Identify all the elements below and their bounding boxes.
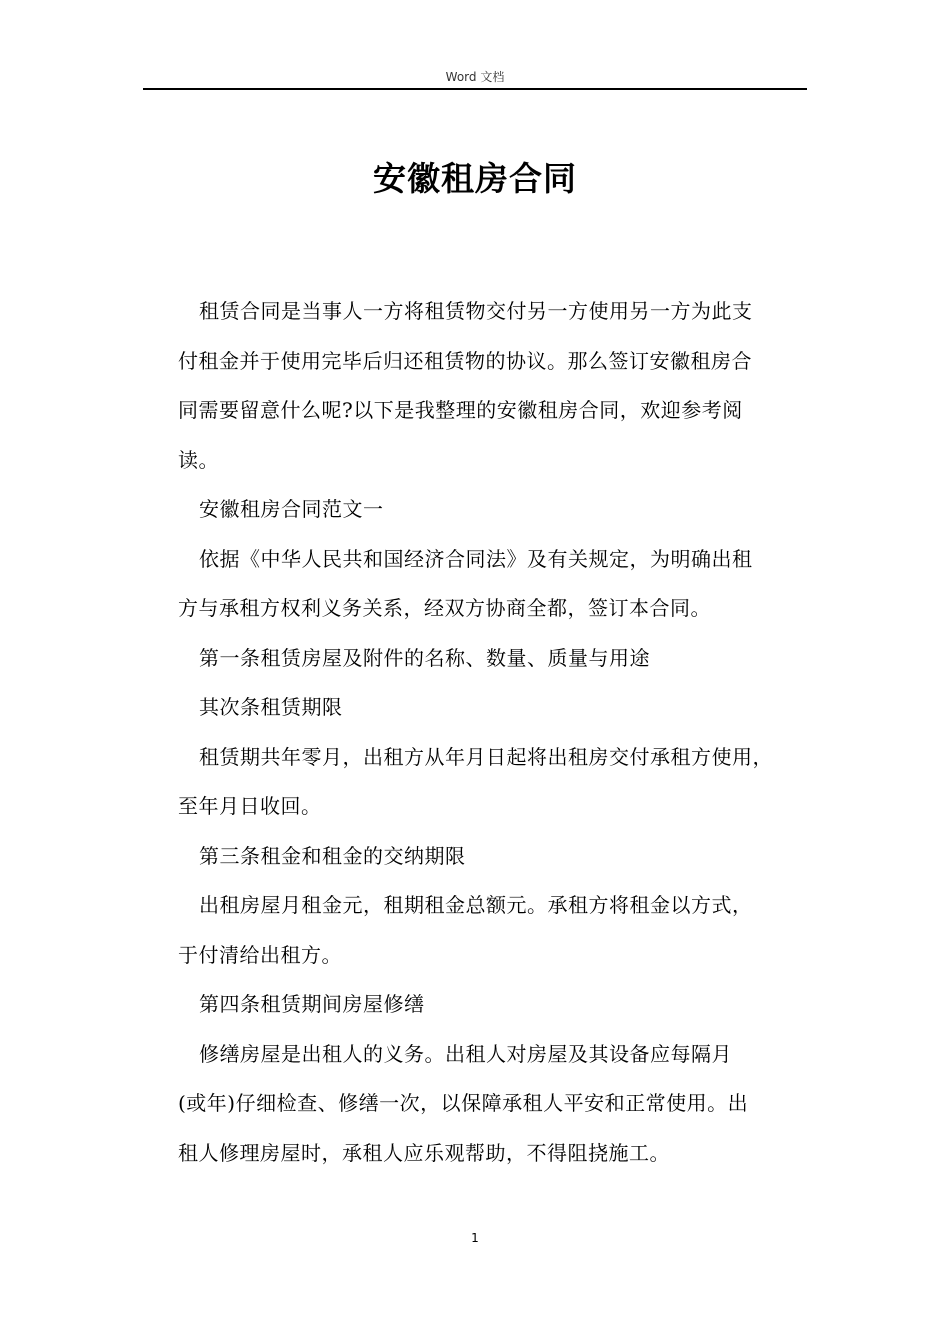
paragraph-line: 于付清给出租方。 [178,942,342,967]
article-heading [178,832,818,882]
page-number: 1 [471,1231,479,1245]
paragraph-line: 租赁合同是当事人一方将租赁物交付另一方使用另一方为此支 [199,299,753,323]
paragraph-line: 付租金并于使用完毕后归还租赁物的协议。那么签订安徽租房合 [178,348,752,373]
article-body [178,1030,818,1179]
paragraph-line: 安徽租房合同范文一 [199,497,384,521]
document-body [178,287,818,1178]
paragraph-line: 第一条租赁房屋及附件的名称、数量、质量与用途 [199,645,650,670]
paragraph-line: 租人修理房屋时，承租人应乐观帮助，不得阻挠施工。 [178,1140,670,1165]
article-body [178,733,818,832]
article-body [178,881,818,980]
paragraph-line: 方与承租方权利义务关系，经双方协商全都，签订本合同。 [178,596,711,620]
article-heading [178,683,818,733]
document-title: 安徽租房合同 [373,159,577,198]
section-heading [178,485,818,535]
paragraph-line: 第三条租金和租金的交纳期限 [199,843,466,868]
paragraph-intro [178,287,818,485]
paragraph-line: 依据《中华人民共和国经济合同法》及有关规定，为明确出租 [199,546,753,571]
paragraph-line: 修缮房屋是出租人的义务。出租人对房屋及其设备应每隔月 [199,1041,732,1066]
page-footer [143,1231,807,1245]
paragraph-line: 租赁期共年零月，出租方从年月日起将出租房交付承租方使用， [199,744,773,769]
article-heading [178,980,818,1030]
paragraph-line: 第四条租赁期间房屋修缮 [199,992,425,1016]
paragraph-line: 其次条租赁期限 [199,695,343,719]
paragraph-line: 至年月日收回。 [178,794,322,818]
header-text: Word 文档 [445,70,505,84]
paragraph-line: (或年)仔细检查、修缮一次，以保障承租人平安和正常使用。出 [178,1091,749,1115]
paragraph-preamble [178,535,818,634]
paragraph-line: 读。 [178,447,219,472]
paragraph-line: 出租房屋月租金元，租期租金总额元。承租方将租金以方式， [199,893,753,917]
article-heading [178,634,818,684]
paragraph-line: 同需要留意什么呢?以下是我整理的安徽租房合同，欢迎参考阅 [178,398,743,422]
page-header [143,66,807,90]
